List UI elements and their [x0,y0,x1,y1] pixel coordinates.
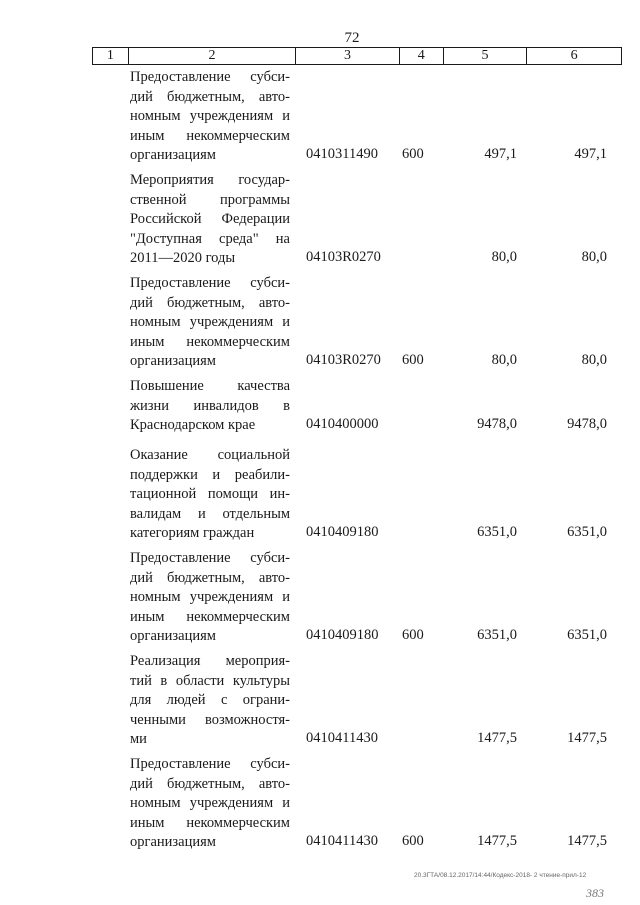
row-description-line: организациям [130,353,216,369]
page-number: 72 [344,30,360,46]
row-description-line: тационной помощи ин- [130,486,290,502]
row-description-line: Предоставление субси- [130,550,290,566]
row-value-col6: 1477,5 [567,730,607,746]
row-description-line: номным учреждениям и [130,589,290,605]
row-description-line: валидам и отдельным [130,505,290,522]
row-description-line: ственной программы [130,191,290,208]
row-description-line: тий в области культуры [130,672,290,689]
row-description-line: организациям [130,147,216,163]
row-code: 04103R0270 [306,352,381,368]
row-description-line: для людей с ограни- [130,692,290,708]
row-description [130,274,290,372]
column-header-2: 2 [129,48,296,64]
row-description [130,549,290,647]
row-description-line: номным учреждениям и [130,795,290,811]
row-description-line: номным учреждениям и [130,314,290,330]
row-description-line: иным некоммерческим [130,127,290,144]
row-description-line: категориям граждан [130,525,255,541]
row-value-col5: 80,0 [491,352,517,368]
row-description-line: Мероприятия государ- [130,172,290,188]
table-header [92,47,622,65]
row-description [130,446,290,544]
row-value-col5: 9478,0 [477,416,517,432]
row-code: 0410409180 [306,627,379,643]
row-code: 0410409180 [306,524,379,540]
row-value-col6: 9478,0 [567,416,607,432]
row-value-col5: 1477,5 [477,730,517,746]
row-description-line: Предоставление субси- [130,275,290,291]
row-description-line: жизни инвалидов в [130,397,290,414]
row-description-line: дий бюджетным, авто- [130,775,290,792]
row-description-line: поддержки и реабили- [130,466,290,483]
row-value-col5: 6351,0 [477,627,517,643]
column-header-4: 4 [400,48,444,64]
row-code: 0410311490 [306,146,378,162]
row-value-col6: 497,1 [574,146,607,162]
row-description [130,171,290,269]
row-description-line: иным некоммерческим [130,814,290,831]
row-value-col6: 80,0 [581,352,607,368]
row-code: 0410400000 [306,416,379,432]
row-description-line: "Доступная среда" на [130,230,290,247]
row-expense-type: 600 [402,627,424,643]
row-description-line: Предоставление субси- [130,69,290,85]
row-description [130,68,290,166]
row-description-line: номным учреждениям и [130,108,290,124]
row-description-line: иным некоммерческим [130,333,290,350]
footer-stamp: 20.3ГТА/08.12.2017/14:44/Кодекс-2018- 2 чтение-прил-12 [414,872,587,879]
row-description-line: дий бюджетным, авто- [130,569,290,586]
row-description-line: дий бюджетным, авто- [130,294,290,311]
row-value-col5: 6351,0 [477,524,517,540]
row-description-line: Повышение качества [130,378,290,394]
row-expense-type: 600 [402,146,424,162]
row-description-line: Краснодарском крае [130,417,256,433]
row-description-line: организациям [130,834,216,850]
column-header-5: 5 [444,48,528,64]
row-value-col6: 6351,0 [567,627,607,643]
row-description-line: организациям [130,628,216,644]
row-value-col6: 1477,5 [567,833,607,849]
row-expense-type: 600 [402,352,424,368]
row-expense-type: 600 [402,833,424,849]
row-code: 04103R0270 [306,249,381,265]
row-value-col6: 80,0 [581,249,607,265]
row-value-col5: 1477,5 [477,833,517,849]
column-header-1: 1 [93,48,129,64]
row-code: 0410411430 [306,833,378,849]
row-code: 0410411430 [306,730,378,746]
row-description [130,377,290,436]
column-header-3: 3 [296,48,400,64]
row-description-line: Предоставление субси- [130,756,290,772]
row-value-col5: 497,1 [484,146,517,162]
row-value-col6: 6351,0 [567,524,607,540]
row-description-line: Реализация мероприя- [130,653,290,669]
row-value-col5: 80,0 [491,249,517,265]
row-description-line: ченными возможностя- [130,711,290,728]
row-description-line: иным некоммерческим [130,608,290,625]
row-description-line: Российской Федерации [130,211,290,227]
row-description-line: 2011—2020 годы [130,250,236,266]
footer-handwritten-number: 383 [586,886,604,900]
row-description-line: дий бюджетным, авто- [130,88,290,105]
row-description [130,755,290,853]
column-header-6: 6 [570,48,578,63]
row-description-line: ми [130,731,147,747]
row-description-line: Оказание социальной [130,447,290,463]
row-description [130,652,290,750]
